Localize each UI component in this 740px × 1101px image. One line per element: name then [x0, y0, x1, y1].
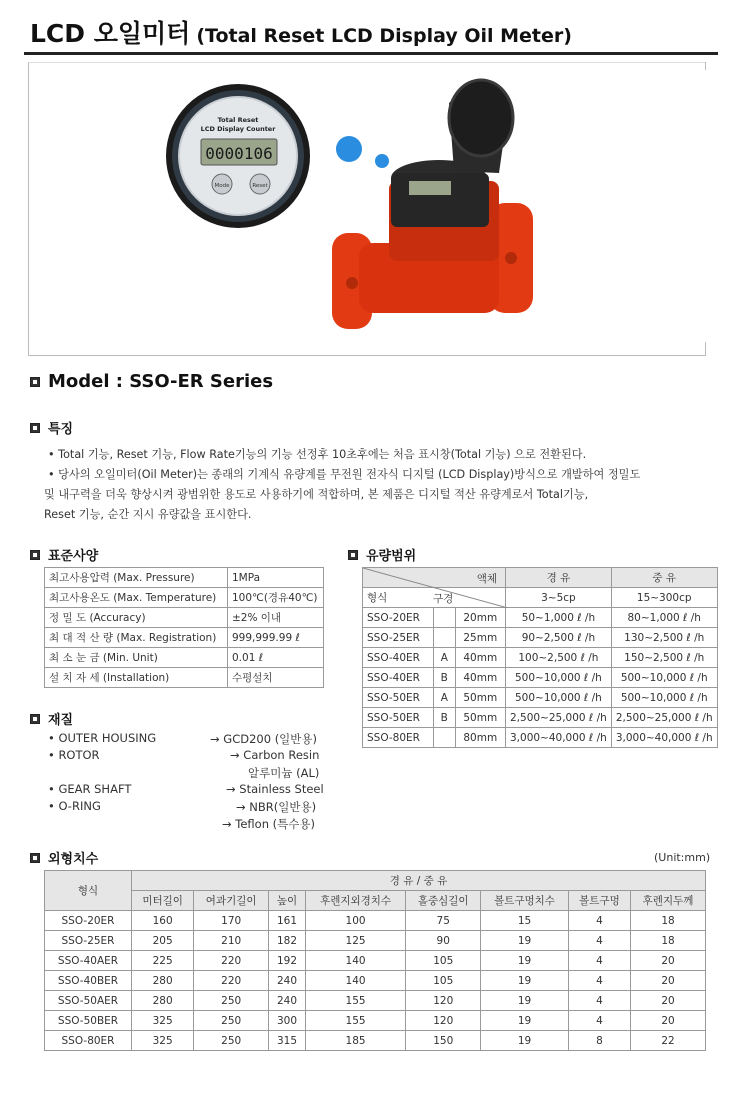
dim-value: 155 [305, 1011, 405, 1031]
spec-key: 설 치 자 세 (Installation) [45, 668, 228, 688]
dim-value: 240 [269, 971, 306, 991]
dim-value: 4 [568, 971, 630, 991]
dim-row [45, 971, 706, 991]
flow-variant: B [433, 708, 455, 728]
dim-value: 22 [631, 1031, 706, 1051]
corner-bore-label: 구경 [433, 593, 454, 605]
dim-row [45, 1031, 706, 1051]
dim-model: SSO-50BER [45, 1011, 132, 1031]
material-value: 알루미늄 (AL) [248, 766, 320, 780]
dim-value: 192 [269, 951, 306, 971]
dim-value: 20 [631, 991, 706, 1011]
spec-key: 최고사용압력 (Max. Pressure) [45, 568, 228, 588]
flow-heavy: 80~1,000 ℓ /h [611, 608, 717, 628]
dim-value: 240 [269, 991, 306, 1011]
flow-heavy: 3,000~40,000 ℓ /h [611, 728, 717, 748]
corner-liquid-label: 액체 [476, 573, 497, 585]
spec-value: 1MPa [228, 568, 324, 588]
title-subtitle: (Total Reset LCD Display Oil Meter) [196, 25, 572, 47]
mode-button-label: Mode [214, 183, 230, 189]
lcd-counter-closeup [166, 84, 310, 228]
flow-model: SSO-40ER [363, 668, 434, 688]
dim-value: 8 [568, 1031, 630, 1051]
dim-value: 220 [194, 951, 269, 971]
dim-value: 220 [194, 971, 269, 991]
flow-variant [433, 608, 455, 628]
feature-line: • Total 기능, Reset 기능, Flow Rate기능의 기능 선정후 10초후에는 처음 표시창(Total 기능) 으로 전환된다. [48, 448, 587, 461]
col-type: 형식 [45, 871, 132, 911]
dim-row [45, 951, 706, 971]
dim-value: 205 [132, 931, 194, 951]
spec-row [45, 648, 324, 668]
bullet-square-icon [30, 714, 40, 724]
flow-diesel: 2,500~25,000 ℓ /h [506, 708, 612, 728]
dim-model: SSO-50AER [45, 991, 132, 1011]
material-part: • ROTOR [48, 748, 100, 762]
material-value: → NBR(일반용) [236, 800, 317, 814]
bubble-large-icon [336, 136, 362, 162]
dim-value: 19 [481, 931, 569, 951]
flow-diesel: 90~2,500 ℓ /h [506, 628, 612, 648]
flow-heavy: 500~10,000 ℓ /h [611, 688, 717, 708]
dim-col-header: 미터길이 [132, 891, 194, 911]
flow-range-table [362, 567, 718, 748]
flow-model: SSO-50ER [363, 688, 434, 708]
visc-diesel: 3~5cp [506, 588, 612, 608]
dim-value: 182 [269, 931, 306, 951]
material-part: • OUTER HOUSING [48, 731, 157, 745]
flow-variant: A [433, 648, 455, 668]
col-heavy: 중 유 [611, 568, 717, 588]
lcd-digits: 0000106 [205, 144, 273, 163]
dim-value: 325 [132, 1031, 194, 1051]
flow-heavy: 130~2,500 ℓ /h [611, 628, 717, 648]
spec-value: 100℃(경유40℃) [228, 588, 324, 608]
dim-value: 4 [568, 991, 630, 1011]
flow-bore: 50mm [455, 708, 505, 728]
dim-value: 120 [406, 991, 481, 1011]
model-heading [30, 371, 273, 392]
flow-row [363, 668, 718, 688]
material-part: • GEAR SHAFT [48, 782, 132, 796]
flow-diesel: 50~1,000 ℓ /h [506, 608, 612, 628]
group-header: 경 유 / 중 유 [132, 871, 706, 891]
spec-value: 999,999.99 ℓ [228, 628, 324, 648]
flow-bore: 50mm [455, 688, 505, 708]
material-value: → Teflon (특수용) [222, 817, 315, 831]
bubble-small-icon [375, 154, 389, 168]
dim-value: 300 [269, 1011, 306, 1031]
dim-model: SSO-80ER [45, 1031, 132, 1051]
flow-row [363, 648, 718, 668]
flow-bore: 40mm [455, 648, 505, 668]
dim-value: 19 [481, 1031, 569, 1051]
dim-value: 90 [406, 931, 481, 951]
dim-model: SSO-40BER [45, 971, 132, 991]
dim-value: 185 [305, 1031, 405, 1051]
corner-type-label: 형식 [367, 592, 388, 604]
flow-model: SSO-50ER [363, 708, 434, 728]
material-heading [30, 709, 73, 728]
page-title [30, 14, 572, 50]
feature-line: 및 내구력을 더욱 향상시켜 광범위한 용도로 사용하기에 적합하며, 본 제품은 디지털 적산 유량계로서 Total기능, [44, 488, 589, 501]
dim-value: 150 [406, 1031, 481, 1051]
dim-value: 19 [481, 951, 569, 971]
dim-row [45, 911, 706, 931]
dim-value: 4 [568, 1011, 630, 1031]
flow-corner-top [363, 568, 506, 588]
unit-label: (Unit:mm) [654, 851, 711, 864]
dimensions-table [44, 870, 706, 1051]
material-value: → Stainless Steel [226, 782, 324, 796]
flow-corner-bottom [363, 588, 506, 608]
spec-row [45, 588, 324, 608]
dim-value: 4 [568, 911, 630, 931]
spec-value: 수평설치 [228, 668, 324, 688]
dim-value: 120 [406, 1011, 481, 1031]
spec-value: ±2% 이내 [228, 608, 324, 628]
material-value: → GCD200 (일반용) [210, 732, 317, 746]
dim-value: 140 [305, 951, 405, 971]
dim-value: 250 [194, 1011, 269, 1031]
dim-value: 20 [631, 971, 706, 991]
spec-key: 최 대 적 산 량 (Max. Registration) [45, 628, 228, 648]
features-heading-text: 특징 [48, 422, 74, 437]
features-heading [30, 418, 73, 437]
product-photo-frame [28, 62, 705, 356]
flow-heavy: 500~10,000 ℓ /h [611, 668, 717, 688]
bullet-square-icon [348, 550, 358, 560]
flow-variant: B [433, 668, 455, 688]
dim-value: 250 [194, 1031, 269, 1051]
dim-value: 250 [194, 991, 269, 1011]
feature-line: • 당사의 오일미터(Oil Meter)는 종래의 기계식 유량계를 무전원 전자식 디지털 (LCD Display)방식으로 개발하여 정밀도 [48, 468, 641, 481]
dim-col-header: 후렌지외경치수 [305, 891, 405, 911]
flow-diesel: 500~10,000 ℓ /h [506, 668, 612, 688]
spec-row [45, 568, 324, 588]
dim-col-header: 홀중심길이 [406, 891, 481, 911]
flow-heading-text: 유량범위 [366, 549, 417, 564]
flow-bore: 40mm [455, 668, 505, 688]
spec-key: 최고사용온도 (Max. Temperature) [45, 588, 228, 608]
col-diesel: 경 유 [506, 568, 612, 588]
flow-heading [348, 545, 416, 564]
lcd-label-1: Total Reset [217, 116, 259, 124]
dim-value: 280 [132, 971, 194, 991]
material-value: → Carbon Resin [230, 748, 320, 762]
dim-value: 75 [406, 911, 481, 931]
dim-value: 105 [406, 971, 481, 991]
flow-model: SSO-20ER [363, 608, 434, 628]
dim-row [45, 931, 706, 951]
flow-variant: A [433, 688, 455, 708]
oil-meter-body [332, 80, 533, 329]
dim-model: SSO-25ER [45, 931, 132, 951]
dim-value: 18 [631, 931, 706, 951]
flow-model: SSO-40ER [363, 648, 434, 668]
dim-row [45, 1011, 706, 1031]
dimensions-heading-text: 외형치수 [48, 852, 99, 867]
spec-row [45, 668, 324, 688]
spec-heading-text: 표준사양 [48, 549, 99, 564]
dim-value: 160 [132, 911, 194, 931]
flow-heavy: 2,500~25,000 ℓ /h [611, 708, 717, 728]
flow-variant [433, 728, 455, 748]
dim-col-header: 여과기길이 [194, 891, 269, 911]
flow-diesel: 3,000~40,000 ℓ /h [506, 728, 612, 748]
flow-model: SSO-80ER [363, 728, 434, 748]
bullet-square-icon [30, 377, 40, 387]
visc-heavy: 15~300cp [611, 588, 717, 608]
dim-value: 20 [631, 951, 706, 971]
flow-bore: 25mm [455, 628, 505, 648]
dim-value: 18 [631, 911, 706, 931]
dimensions-heading [30, 848, 98, 867]
dim-value: 161 [269, 911, 306, 931]
dim-value: 19 [481, 991, 569, 1011]
dim-col-header: 볼트구멍치수 [481, 891, 569, 911]
spec-row [45, 628, 324, 648]
bullet-square-icon [30, 853, 40, 863]
product-photo [29, 63, 705, 355]
dim-value: 155 [305, 991, 405, 1011]
dim-value: 210 [194, 931, 269, 951]
dim-model: SSO-20ER [45, 911, 132, 931]
flow-variant [433, 628, 455, 648]
dim-value: 280 [132, 991, 194, 1011]
flow-model: SSO-25ER [363, 628, 434, 648]
dim-model: SSO-40AER [45, 951, 132, 971]
dim-value: 140 [305, 971, 405, 991]
dim-col-header: 볼트구멍 [568, 891, 630, 911]
dim-value: 4 [568, 951, 630, 971]
dim-value: 105 [406, 951, 481, 971]
dim-value: 19 [481, 1011, 569, 1031]
spec-table [44, 567, 324, 688]
flow-row [363, 728, 718, 748]
dim-row [45, 991, 706, 1011]
flow-row [363, 708, 718, 728]
flow-bore: 20mm [455, 608, 505, 628]
flow-bore: 80mm [455, 728, 505, 748]
spec-row [45, 608, 324, 628]
title-divider [24, 52, 718, 55]
dim-value: 15 [481, 911, 569, 931]
flow-row [363, 688, 718, 708]
feature-line: Reset 기능, 순간 지시 유량값을 표시한다. [44, 508, 252, 521]
model-heading-text: Model : SSO-ER Series [48, 371, 274, 392]
spec-heading [30, 545, 98, 564]
dim-value: 4 [568, 931, 630, 951]
dim-value: 170 [194, 911, 269, 931]
dim-value: 125 [305, 931, 405, 951]
flow-diesel: 500~10,000 ℓ /h [506, 688, 612, 708]
material-part: • O-RING [48, 799, 101, 813]
bullet-square-icon [30, 423, 40, 433]
dim-col-header: 높이 [269, 891, 306, 911]
dim-value: 315 [269, 1031, 306, 1051]
spec-value: 0.01 ℓ [228, 648, 324, 668]
material-heading-text: 재질 [48, 713, 74, 728]
flow-row [363, 608, 718, 628]
spec-key: 정 밀 도 (Accuracy) [45, 608, 228, 628]
spec-key: 최 소 눈 금 (Min. Unit) [45, 648, 228, 668]
dim-value: 19 [481, 971, 569, 991]
dim-value: 20 [631, 1011, 706, 1031]
flow-heavy: 150~2,500 ℓ /h [611, 648, 717, 668]
dim-value: 100 [305, 911, 405, 931]
lcd-label-2: LCD Display Counter [200, 125, 276, 133]
dim-value: 325 [132, 1011, 194, 1031]
flow-row [363, 628, 718, 648]
title-main: LCD 오일미터 [30, 19, 191, 48]
dim-value: 225 [132, 951, 194, 971]
reset-button-label: Reset [252, 183, 268, 189]
bullet-square-icon [30, 550, 40, 560]
dim-col-header: 후렌지두께 [631, 891, 706, 911]
flow-diesel: 100~2,500 ℓ /h [506, 648, 612, 668]
